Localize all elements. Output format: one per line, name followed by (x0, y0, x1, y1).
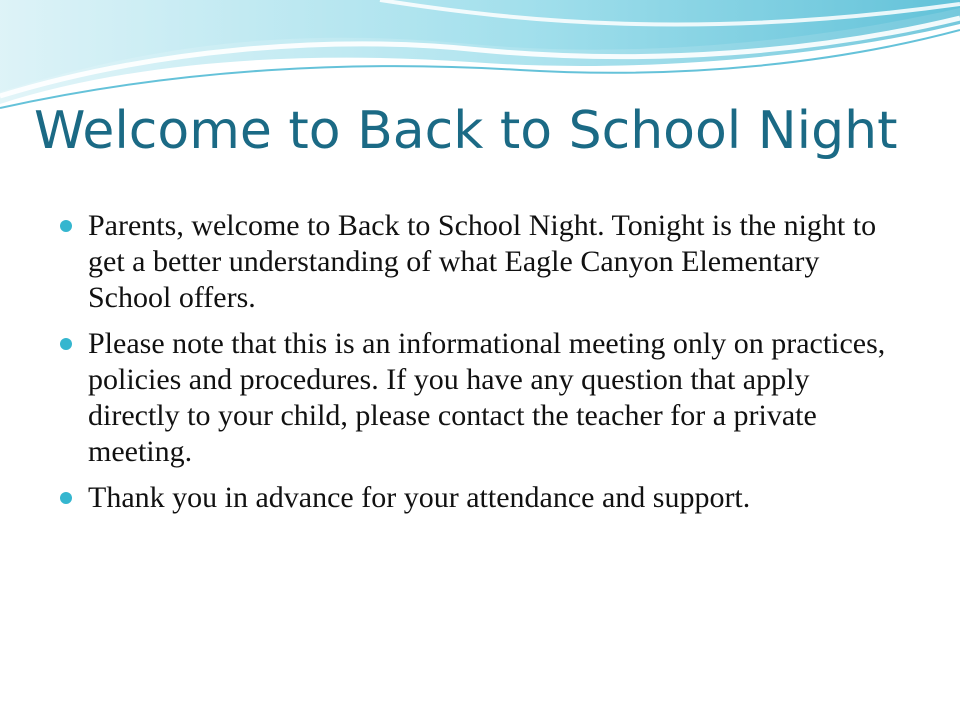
slide-title: Welcome to Back to School Night (34, 101, 898, 161)
bullet-item (58, 326, 898, 470)
bullet-text: Thank you in advance for your attendance and support. (88, 481, 751, 514)
bullet-dot-icon (60, 492, 72, 504)
bullet-dot-icon (60, 338, 72, 350)
bullet-text: Please note that this is an informational meeting only on practices, policies and procedures. If you have any question that apply directly to your child, please contact the teacher for a private meeting. (88, 327, 886, 468)
bullet-dot-icon (60, 220, 72, 232)
bullet-list (58, 208, 898, 526)
bullet-item (58, 208, 898, 316)
bullet-text: Parents, welcome to Back to School Night. Tonight is the night to get a better understanding of what Eagle Canyon Elementary School offers. (88, 209, 877, 314)
bullet-item (58, 480, 898, 516)
